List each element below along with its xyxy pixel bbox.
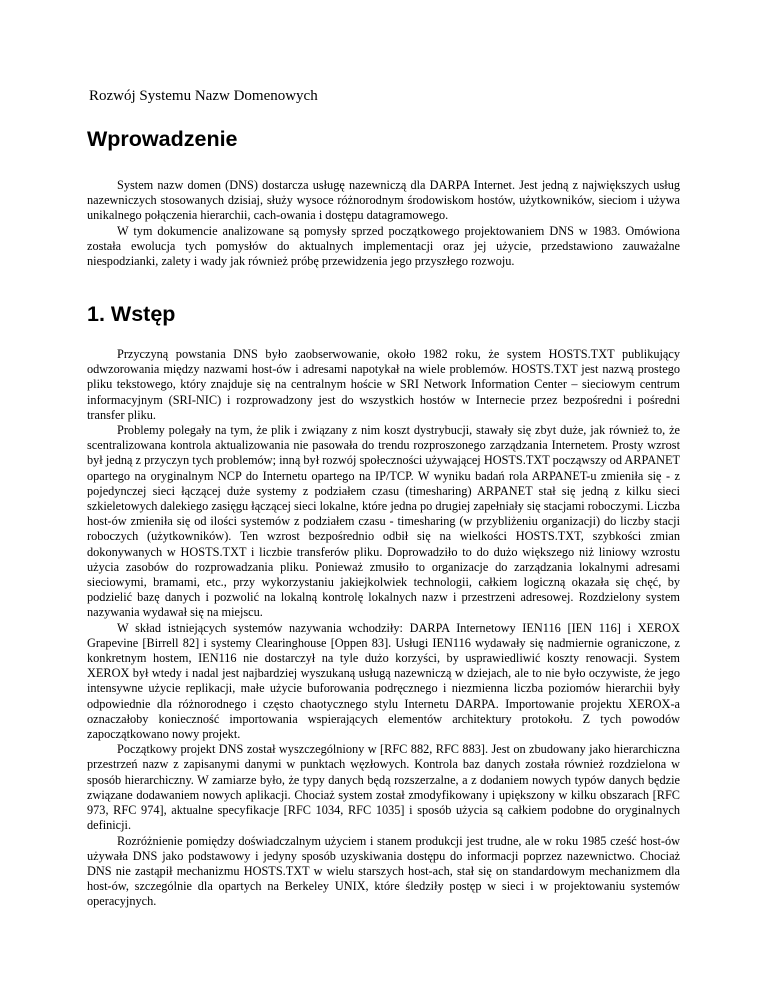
paragraph: W skład istniejących systemów nazywania wchodziły: DARPA Internetowy IEN116 [IEN 116] i XEROX Grapevine [Birrell 82] i systemy Clearinghouse [Oppen 83]. Usługi IEN116 wydawały się nadmiernie ograniczone, z konkretnym hostem, IEN116 nie dostarczył na tyle dużo korzyści, by usprawiedliwić koszty renowacji. System XEROX był wtedy i nadal jest najbardziej wyszukaną usługą nazewniczą w dziejach, ale to nie było oczywiste, że jego intensywne użycie replikacji, małe użycie buforowania podręcznego i niezmienna liczba poziomów hierarchii były odpowiednie dla różnorodnego i często chaotycznego stylu Internetu DARPA. Importowanie projektu XEROX-a oznaczałoby konieczność importowania wspierających elementów architektury protokołu. Z tych powodów zapoczątkowano nowy projekt. <box>87 620 680 742</box>
paragraph: Przyczyną powstania DNS było zaobserwowanie, około 1982 roku, że system HOSTS.TXT publikujący odwzorowania między nazwami host-ów i adresami napotykał na wiele problemów. HOSTS.TXT jest nazwą prostego pliku tekstowego, który znajduje się na centralnym hoście w SRI Network Information Center – sieciowym centrum informacyjnym (SRI-NIC) i rozprowadzony jest do wszystkich hostów w Internecie przez bezpośredni i pośredni transfer pliku. <box>87 347 680 422</box>
document-title: Rozwój Systemu Nazw Domenowych <box>89 88 318 104</box>
paragraph: Początkowy projekt DNS został wyszczególniony w [RFC 882, RFC 883]. Jest on zbudowany jako hierarchiczna przestrzeń nazw z zapisanymi danymi w punktach węzłowych. Kontrola baz danych została również rozdzielona w sposób hierarchiczny. W zamiarze było, że typy danych będą rozszerzalne, a z dodaniem nowych typów danych będzie związane dodawaniem nowych aplikacji. Chociaż system został zmodyfikowany i upiększony w kilku obszarach [RFC 973, RFC 974], aktualne specyfikacje [RFC 1034, RFC 1035] i sposób użycia są całkiem podobne do oryginalnych definicji. <box>87 742 680 833</box>
paragraph: Problemy polegały na tym, że plik i związany z nim koszt dystrybucji, stawały się zbyt duże, jak również to, że scentralizowana kontrola aktualizowania nie pasowała do trendu rozproszonego zarządzania Internetem. Prosty wzrost był jedną z przyczyn tych problemów; inną był rozwój społeczności używającej HOSTS.TXT począwszy od ARPANET opartego na oryginalnym NCP do Internetu opartego na IP/TCP. W wyniku badań rola ARPANET-u zmieniła się - z pojedynczej sieci łączącej duże systemy z podziałem czasu (timesharing) ARPANET stał się jedną z kilku sieci szkieletowych dalekiego zasięgu łączącej sieci lokalne, które jedna po drugiej zapełniały się stacjami roboczymi. Liczba host-ów zmieniła się od ilości systemów z podziałem czasu - timesharing (w przybliżeniu organizacji) do liczby stacji roboczych (użytkowników). Ten wzrost bezpośrednio odbił się na wielkości HOSTS.TXT, szybkości zmian dokonywanych w HOSTS.TXT i liczbie transferów pliku. Doprowadziło to do dużo większego niż liniowy wzrostu użycia zasobów do rozprowadzania pliku. Ponieważ zmusiło to organizacje do zarządzania lokalnymi adresami sieciowymi, bramami, etc., przy wykorzystaniu jakiejkolwiek technologii, całkiem logiczną okazała się chęć, by podzielić bazę danych i pozwolić na lokalną kontrolę lokalnych nazw i przestrzeni adresowej. Rozdzielony system nazywania wydawał się na miejscu. <box>87 423 680 620</box>
paragraph: System nazw domen (DNS) dostarcza usługę nazewniczą dla DARPA Internet. Jest jedną z największych usług nazewniczych stosowanych dzisiaj, służy wysoce różnorodnym środowiskom hostów, użytkowników, sieciom i używa unikalnego połączenia hierarchii, cach-owania i dostępu datagramowego. <box>87 178 680 223</box>
section-heading-introduction: Wprowadzenie <box>87 127 238 151</box>
introduction-body <box>87 178 680 269</box>
section-1-body <box>87 347 680 910</box>
paragraph: Rozróżnienie pomiędzy doświadczalnym użyciem i stanem produkcji jest trudne, ale w roku 1985 cześć host-ów używała DNS jako podstawowy i jedyny sposób uzyskiwania dostępu do informacji poprzez nazewnictwo. Chociaż DNS nie zastąpił mechanizmu HOSTS.TXT w wielu starszych host-ach, stał się on standardowym mechanizmem dla host-ów, szczególnie dla opartych na Berkeley UNIX, które śledziły postęp w sieci i w projektowaniu systemów operacyjnych. <box>87 833 680 909</box>
section-heading-wstep: 1. Wstęp <box>87 302 176 326</box>
paragraph: W tym dokumencie analizowane są pomysły sprzed początkowego projektowaniem DNS w 1983. Omówiona została ewolucja tych pomysłów do aktualnych implementacji oraz jej użycie, przedstawiono zauważalne niespodzianki, zalety i wady jak również próbę przewidzenia jego przyszłego rozwoju. <box>87 223 680 269</box>
